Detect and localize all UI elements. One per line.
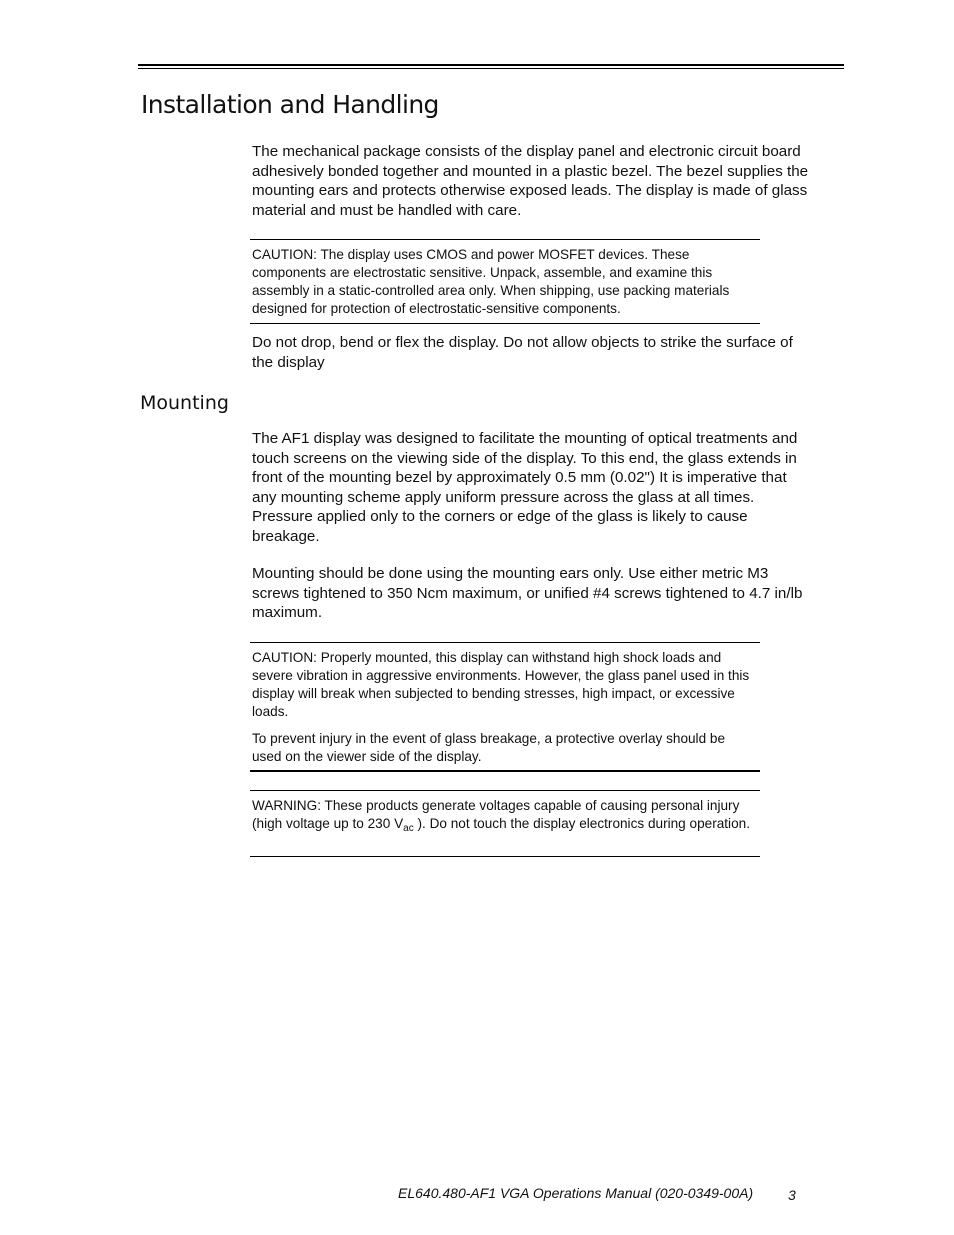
footer-manual-title: EL640.480-AF1 VGA Operations Manual (020-0349-00A) xyxy=(398,1185,754,1201)
warning-body-start: These products generate voltages capable of causing personal injury (high voltage up to 230 V xyxy=(252,798,740,831)
handling-paragraph: Do not drop, bend or flex the display. Do not allow objects to strike the surface of the display xyxy=(252,334,793,371)
intro-paragraph: The mechanical package consists of the display panel and electronic circuit board adhesively bonded together and mounted in a plastic bezel. The bezel supplies the mounting ears and protects otherwise exposed leads. The display is made of glass material and must be handled with care. xyxy=(252,143,809,219)
page-number: 3 xyxy=(788,1187,796,1203)
warning-box xyxy=(250,790,760,857)
warning-text xyxy=(252,797,758,838)
caution-mounting-body: Properly mounted, this display can withstand high shock loads and severe vibration in aggressive environments. However, the glass panel used in this display will break when subjected to bending stresses, high impact, or excessive loads. xyxy=(252,650,750,719)
mounting-paragraph-1: The AF1 display was designed to facilitate the mounting of optical treatments and touch screens on the viewing side of the display. To this end, the glass extends in front of the mounting bezel by approximately 0.5 mm (0.02") It is imperative that any mounting scheme apply uniform pressure across the glass at all times. Pressure applied only to the corners or edge of the glass is likely to cause breakage. xyxy=(252,430,798,545)
caution-mounting-text xyxy=(252,649,758,721)
section-heading-mounting: Mounting xyxy=(140,392,229,414)
caution-mounting-text-2: To prevent injury in the event of glass breakage, a protective overlay should be used on the viewer side of the display. xyxy=(252,731,726,764)
caution-box-mounting xyxy=(250,642,760,772)
caution-label: CAUTION: xyxy=(252,650,317,665)
caution-esd-text xyxy=(252,246,758,318)
page-title: Installation and Handling xyxy=(141,90,439,119)
mounting-paragraph-2: Mounting should be done using the mounting ears only. Use either metric M3 screws tightened to 350 Ncm maximum, or unified #4 screws tightened to 4.7 in/lb maximum. xyxy=(252,565,803,622)
caution-esd-body: The display uses CMOS and power MOSFET devices. These components are electrostatic sensitive. Unpack, assemble, and examine this assembly in a static-controlled area only. When shipping, use packing materials designed for protection of electrostatic-sensitive components. xyxy=(252,247,730,316)
header-rule xyxy=(138,64,844,69)
warning-body-end: ). Do not touch the display electronics during operation. xyxy=(413,816,750,831)
voltage-subscript: ac xyxy=(403,823,414,834)
caution-label: CAUTION: xyxy=(252,247,317,262)
warning-label: WARNING: xyxy=(252,798,321,813)
caution-box-esd xyxy=(250,239,760,324)
